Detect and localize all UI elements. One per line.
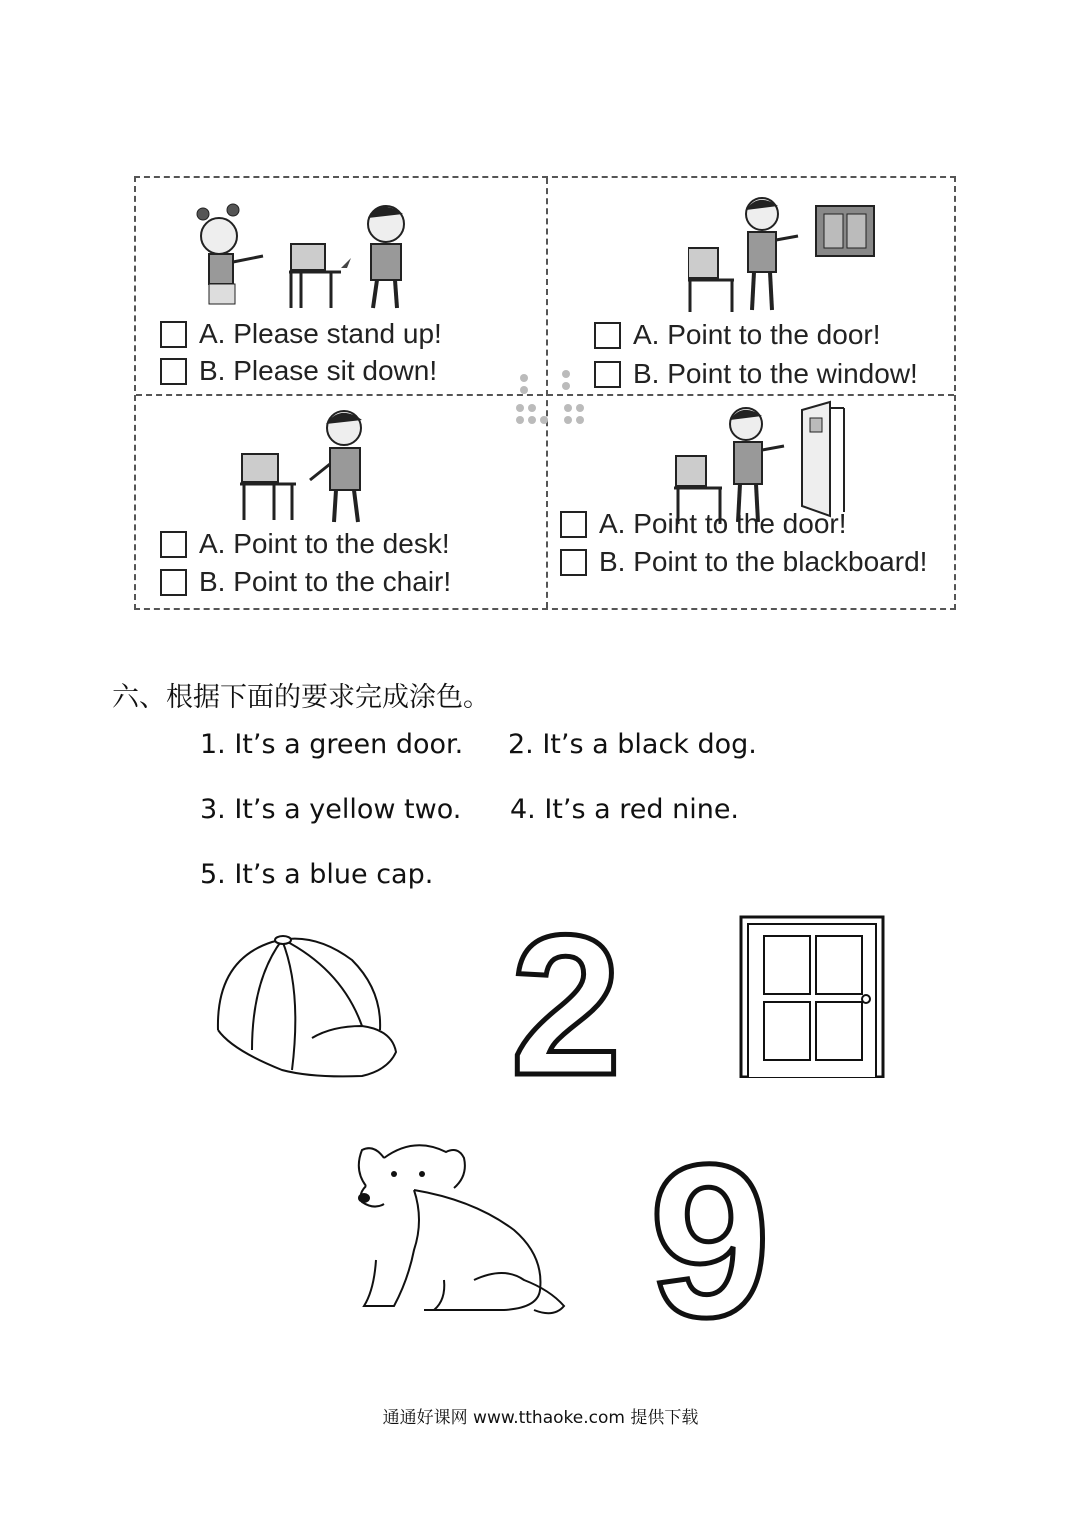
decorative-dots [512,370,584,430]
panel-stand-sit [136,178,546,394]
checkbox[interactable] [560,511,587,538]
option-b: B. Point to the blackboard! [560,546,927,578]
number-two-glyph: 2 [510,920,622,1082]
option-b: B. Please sit down! [160,355,437,387]
section-six-title: 六、根据下面的要求完成涂色。 [112,682,490,713]
stand-up-illustration [191,196,451,314]
checkbox[interactable] [594,361,621,388]
instruction-item: 2. It’s a black dog. [508,729,757,760]
cap-drawing [212,930,402,1080]
option-a: A. Point to the door! [560,508,847,540]
option-a: A. Point to the door! [594,319,881,351]
door-drawing [738,914,886,1078]
instruction-item: 1. It’s a green door. [200,729,464,760]
checkbox[interactable] [160,569,187,596]
checkbox[interactable] [560,549,587,576]
panel-door-blackboard [548,396,956,610]
instruction-item: 3. It’s a yellow two. [200,794,462,825]
option-b: B. Point to the window! [594,358,918,390]
footer-credit: 通通好课网 www.tthaoke.com 提供下载 [382,1408,699,1428]
panel-desk-chair [136,396,546,610]
panel-door-window [548,178,956,394]
checkbox[interactable] [160,358,187,385]
point-window-illustration [688,192,888,316]
checkbox[interactable] [160,531,187,558]
checkbox[interactable] [160,321,187,348]
checkbox[interactable] [594,322,621,349]
number-two-drawing [496,920,636,1082]
dog-drawing [354,1130,574,1320]
number-nine-drawing [630,1148,790,1326]
option-a: A. Please stand up! [160,318,442,350]
option-a: A. Point to the desk! [160,528,450,560]
number-nine-glyph: 9 [649,1148,771,1326]
instruction-item: 5. It’s a blue cap. [200,859,434,890]
option-b: B. Point to the chair! [160,566,451,598]
instruction-item: 4. It’s a red nine. [510,794,740,825]
point-chair-illustration [240,408,400,526]
